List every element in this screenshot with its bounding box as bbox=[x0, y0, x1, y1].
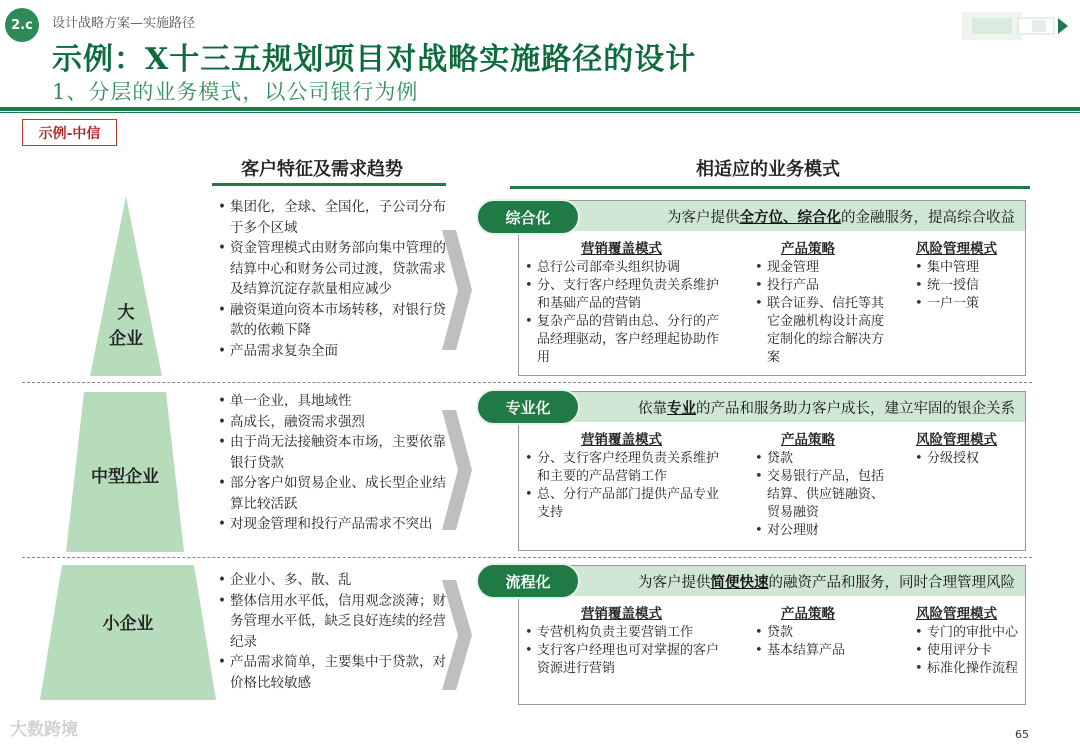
header-decoration-icon bbox=[962, 8, 1072, 44]
chevron-right-icon bbox=[442, 410, 472, 530]
chevron-right-icon bbox=[442, 580, 472, 690]
product-head: 产品策略 bbox=[781, 606, 835, 622]
banner-text: 依靠 bbox=[638, 400, 667, 417]
chevron-right-icon bbox=[442, 230, 472, 350]
segment-label-medium bbox=[66, 464, 184, 490]
risk-list bbox=[915, 259, 1023, 313]
left-column-rule bbox=[212, 183, 446, 186]
right-column-rule bbox=[510, 186, 1030, 189]
segment-label-line: 中型企业 bbox=[91, 467, 159, 487]
list-item: • 分、支行客户经理负责关系维护和基础产品的营销 bbox=[525, 277, 725, 313]
marketing-list bbox=[525, 624, 725, 678]
list-item: • 标准化操作流程 bbox=[915, 660, 1023, 678]
list-item: • 集中管理 bbox=[915, 259, 1023, 277]
model-banner bbox=[519, 201, 1025, 231]
marketing-head: 营销覆盖模式 bbox=[581, 432, 662, 448]
list-item: • 支行客户经理也可对掌握的客户资源进行营销 bbox=[525, 642, 725, 678]
risk-head: 风险管理模式 bbox=[916, 606, 997, 622]
list-item: • 融资渠道向资本市场转移，对银行贷款的依赖下降 bbox=[218, 300, 452, 341]
page-number: 65 bbox=[1015, 728, 1029, 741]
segment-label-line: 小企业 bbox=[102, 614, 154, 634]
list-item: • 总、分行产品部门提供产品专业支持 bbox=[525, 486, 725, 522]
banner-text: 的产品和服务助力客户成长，建立牢固的银企关系 bbox=[696, 400, 1015, 417]
list-item: • 联合证券、信托等其它金融机构设计高度定制化的综合解决方案 bbox=[755, 295, 891, 367]
right-column-header: 相适应的业务模式 bbox=[696, 159, 840, 180]
list-item: • 专门的审批中心 bbox=[915, 624, 1023, 642]
product-list bbox=[755, 259, 891, 367]
banner-text: 为客户提供 bbox=[667, 209, 740, 226]
list-item: • 高成长，融资需求强烈 bbox=[218, 412, 452, 433]
list-item: • 分级授权 bbox=[915, 450, 1023, 468]
segment-divider bbox=[22, 382, 1032, 383]
banner-emphasis: 专业 bbox=[667, 399, 696, 417]
business-model-box-specialized bbox=[518, 391, 1026, 551]
business-model-box-streamlined bbox=[518, 565, 1026, 705]
model-pill-streamlined: 流程化 bbox=[476, 563, 580, 599]
risk-list bbox=[915, 624, 1023, 678]
list-item: • 现金管理 bbox=[755, 259, 891, 277]
list-item: • 部分客户如贸易企业、成长型企业结算比较活跃 bbox=[218, 473, 452, 514]
list-item: • 资金管理模式由财务部向集中管理的结算中心和财务公司过渡，贷款需求及结算沉淀存款量相应减少 bbox=[218, 238, 452, 300]
model-pill-specialized: 专业化 bbox=[476, 389, 580, 425]
product-list bbox=[755, 450, 891, 540]
banner-emphasis: 全方位、综合化 bbox=[739, 208, 841, 226]
risk-list bbox=[915, 450, 1023, 468]
header-rule bbox=[0, 107, 1080, 111]
model-banner bbox=[519, 566, 1025, 596]
list-item: • 专营机构负责主要营销工作 bbox=[525, 624, 725, 642]
business-model-box-comprehensive bbox=[518, 200, 1026, 376]
list-item: • 企业小、多、散、乱 bbox=[218, 570, 452, 591]
list-item: • 整体信用水平低，信用观念淡薄；财务管理水平低，缺乏良好连续的经营纪录 bbox=[218, 591, 452, 653]
list-item: • 由于尚无法接触资本市场，主要依靠银行贷款 bbox=[218, 432, 452, 473]
section-badge: 2.c bbox=[5, 8, 39, 42]
list-item: • 一户一策 bbox=[915, 295, 1023, 313]
model-pill-comprehensive: 综合化 bbox=[476, 199, 580, 235]
header-rule-thin bbox=[0, 112, 1080, 113]
list-item: • 分、支行客户经理负责关系维护和主要的产品营销工作 bbox=[525, 450, 725, 486]
list-item: • 贷款 bbox=[755, 624, 891, 642]
segment-label-small bbox=[40, 611, 216, 637]
segment-label-line: 企业 bbox=[109, 329, 143, 349]
list-item: • 贷款 bbox=[755, 450, 891, 468]
breadcrumb: 设计战略方案—实施路径 bbox=[52, 16, 196, 31]
banner-text: 的融资产品和服务，同时合理管理风险 bbox=[768, 574, 1015, 591]
list-item: • 统一授信 bbox=[915, 277, 1023, 295]
list-item: • 产品需求复杂全面 bbox=[218, 341, 452, 362]
example-tag: 示例-中信 bbox=[22, 119, 117, 146]
banner-text: 的金融服务，提高综合收益 bbox=[841, 209, 1015, 226]
left-column-header: 客户特征及需求趋势 bbox=[241, 159, 403, 180]
list-item: • 总行公司部牵头组织协调 bbox=[525, 259, 725, 277]
list-item: • 集团化，全球、全国化，子公司分布于多个区域 bbox=[218, 197, 452, 238]
list-item: • 投行产品 bbox=[755, 277, 891, 295]
page-title: 示例：X十三五规划项目对战略实施路径的设计 bbox=[52, 42, 697, 77]
page-subtitle: 1、分层的业务模式，以公司银行为例 bbox=[52, 80, 419, 104]
list-item: • 单一企业，具地域性 bbox=[218, 391, 452, 412]
product-head: 产品策略 bbox=[781, 432, 835, 448]
banner-emphasis: 简便快速 bbox=[710, 573, 769, 591]
product-head: 产品策略 bbox=[781, 241, 835, 257]
watermark: 大数跨境 bbox=[10, 720, 78, 740]
list-item: • 基本结算产品 bbox=[755, 642, 891, 660]
list-item: • 交易银行产品，包括结算、供应链融资、贸易融资 bbox=[755, 468, 891, 522]
list-item: • 使用评分卡 bbox=[915, 642, 1023, 660]
marketing-head: 营销覆盖模式 bbox=[581, 241, 662, 257]
segment-label-line: 大 bbox=[117, 303, 135, 323]
medium-enterprise-traits bbox=[218, 391, 452, 535]
marketing-head: 营销覆盖模式 bbox=[581, 606, 662, 622]
model-banner bbox=[519, 392, 1025, 422]
banner-text: 为客户提供 bbox=[638, 574, 711, 591]
risk-head: 风险管理模式 bbox=[916, 241, 997, 257]
segment-label-large bbox=[96, 300, 156, 352]
list-item: • 对公理财 bbox=[755, 522, 891, 540]
product-list bbox=[755, 624, 891, 660]
segment-divider bbox=[22, 557, 1032, 558]
list-item: • 复杂产品的营销由总、分行的产品经理驱动，客户经理起协助作用 bbox=[525, 313, 725, 367]
list-item: • 对现金管理和投行产品需求不突出 bbox=[218, 514, 452, 535]
small-enterprise-traits bbox=[218, 570, 452, 693]
list-item: • 产品需求简单，主要集中于贷款，对价格比较敏感 bbox=[218, 652, 452, 693]
risk-head: 风险管理模式 bbox=[916, 432, 997, 448]
large-enterprise-traits bbox=[218, 197, 452, 361]
marketing-list bbox=[525, 450, 725, 522]
marketing-list bbox=[525, 259, 725, 367]
